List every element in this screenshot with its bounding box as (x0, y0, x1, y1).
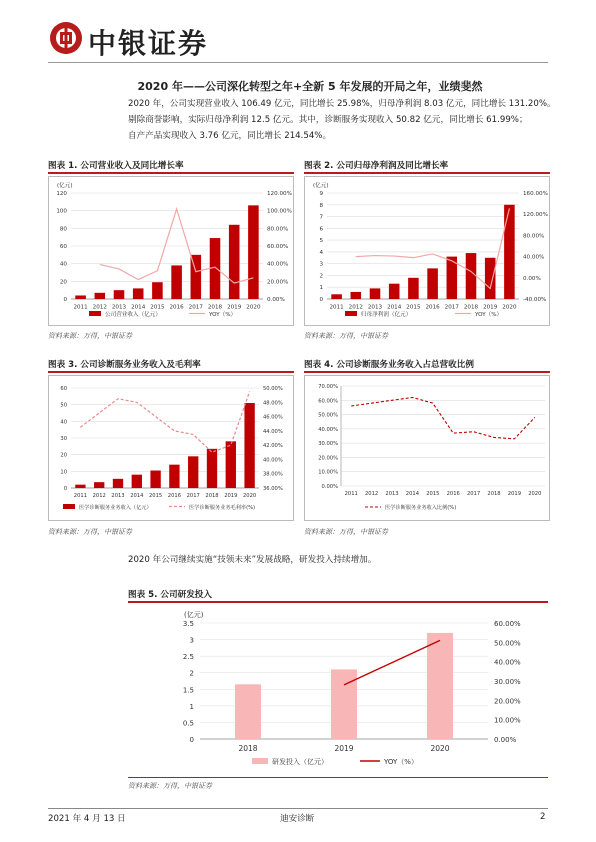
bar (114, 290, 125, 299)
figure-4-frame (304, 375, 550, 521)
y-left-tick-label: 5 (319, 238, 323, 245)
x-tick-label: 2020 (246, 304, 261, 311)
chart-net-profit (305, 177, 549, 325)
bar (331, 669, 357, 739)
y-left-tick-label: 1 (189, 702, 194, 711)
y-right-tick-label: 40.00% (494, 658, 521, 667)
x-tick-label: 2013 (385, 491, 399, 497)
legend-label: 医学诊断服务业务毛利率(%) (189, 505, 256, 511)
paragraph-1 (128, 96, 558, 144)
x-tick-label: 2020 (430, 744, 450, 753)
legend-label: 公司营业收入（亿元） (105, 312, 161, 318)
y-right-tick-label: 20.00% (494, 697, 521, 706)
y-right-tick-label: 10.00% (494, 716, 521, 725)
x-tick-label: 2018 (207, 304, 223, 311)
x-tick-label: 2018 (238, 744, 258, 753)
y-left-tick-label: 7 (319, 214, 323, 221)
bar (235, 684, 261, 739)
y-tick-label: 20.00% (318, 455, 338, 462)
y-left-tick-label: 3.5 (182, 620, 194, 628)
y-right-tick-label: 50.00% (263, 386, 283, 392)
y-left-tick-label: 0 (63, 297, 67, 303)
y-left-tick-label: 50 (60, 402, 67, 409)
legend-label: 医学诊断服务业务收入（亿元） (79, 505, 152, 511)
figure-4-rule (304, 371, 550, 373)
x-tick-label: 2012 (364, 491, 379, 497)
figure-3-source: 资料来源：万得，中银证券 (48, 528, 132, 536)
y-right-tick-label: 46.00% (263, 414, 283, 421)
figure-2-source: 资料来源：万得，中银证券 (304, 332, 388, 340)
bar (133, 288, 144, 299)
unit-label: (亿元) (184, 611, 204, 619)
y-right-tick-label: 20.00% (267, 279, 289, 286)
y-left-tick-label: 0 (189, 736, 194, 744)
y-right-tick-label: 120.00% (523, 212, 548, 219)
section-heading: 2020 年——公司深化转型之年+全新 5 年发展的开局之年，业绩斐然 (137, 80, 483, 93)
unit-label: (亿元) (313, 183, 329, 189)
y-left-tick-label: 60 (59, 244, 67, 250)
y-left-tick-label: 4 (319, 249, 323, 256)
y-left-tick-label: 40 (60, 419, 67, 426)
x-tick-label: 2013 (111, 304, 127, 311)
y-right-tick-label: 40.00% (267, 261, 289, 268)
y-left-tick-label: 8 (319, 202, 323, 209)
bar (248, 205, 259, 299)
y-left-tick-label: 0 (63, 486, 67, 492)
bar (331, 294, 342, 299)
x-tick-label: 2018 (463, 304, 479, 311)
figure-4-source: 资料来源：万得，中银证券 (304, 528, 388, 536)
chart-revenue (49, 177, 293, 325)
y-right-tick-label: 60.00% (267, 244, 289, 250)
series-line (351, 397, 535, 438)
figure-3-rule (48, 371, 294, 373)
y-tick-label: 30.00% (318, 441, 338, 448)
legend-label: YOY（%） (384, 758, 418, 766)
bar (229, 225, 240, 299)
x-tick-label: 2014 (131, 304, 146, 311)
legend-label: YOY（%） (209, 312, 237, 318)
x-tick-label: 2014 (387, 304, 402, 311)
x-tick-label: 2011 (344, 491, 358, 497)
legend-label: 医学诊断服务业务收入比例(%) (385, 505, 457, 511)
y-right-tick-label: 40.00% (263, 457, 283, 464)
y-right-tick-label: -40.00% (523, 297, 547, 303)
bar (485, 258, 496, 299)
bar (152, 282, 163, 299)
x-tick-label: 2014 (130, 493, 144, 500)
chart-service-share (305, 376, 549, 520)
y-left-tick-label: 20 (60, 452, 67, 459)
bar (169, 465, 179, 488)
y-left-tick-label: 2.5 (182, 653, 194, 662)
chart-rd-investment (128, 605, 548, 775)
figure-2-rule (304, 172, 550, 174)
x-tick-label: 2019 (334, 744, 354, 753)
page-number: 2 (540, 812, 546, 822)
x-tick-label: 2012 (92, 304, 107, 311)
paragraph-line: 2020 年，公司实现营业收入 106.49 亿元，同比增长 25.98%，归母净利润 8.03 亿元，同比增长 131.20%。 (128, 99, 556, 109)
y-left-tick-label: 80 (59, 226, 67, 233)
y-tick-label: 50.00% (318, 412, 338, 419)
figure-1-frame (48, 176, 294, 326)
x-tick-label: 2019 (224, 493, 238, 500)
x-tick-label: 2011 (329, 304, 344, 311)
x-tick-label: 2012 (348, 304, 363, 311)
y-left-tick-label: 6 (319, 226, 323, 233)
bar (427, 268, 438, 299)
y-right-tick-label: 100.00% (267, 208, 292, 215)
x-tick-label: 2015 (426, 491, 440, 497)
x-tick-label: 2019 (507, 491, 522, 497)
series-line (344, 640, 440, 684)
bar (351, 292, 362, 299)
x-tick-label: 2019 (483, 304, 498, 311)
bar (408, 278, 419, 299)
y-left-tick-label: 2 (319, 273, 323, 280)
x-tick-label: 2018 (205, 493, 219, 500)
bar (132, 475, 142, 488)
x-tick-label: 2016 (446, 491, 460, 497)
y-left-tick-label: 30 (60, 436, 67, 442)
paragraph-line: 自产产品实现收入 3.76 亿元，同比增长 214.54%。 (128, 131, 332, 141)
y-tick-label: 40.00% (318, 426, 338, 433)
y-left-tick-label: 10 (60, 469, 67, 476)
figure-2-frame (304, 176, 550, 326)
y-right-tick-label: 30.00% (494, 678, 521, 686)
x-tick-label: 2020 (242, 493, 257, 500)
y-left-tick-label: 1 (319, 285, 323, 292)
y-tick-label: 10.00% (318, 469, 338, 476)
y-right-tick-label: 160.00% (523, 191, 548, 197)
legend-label: YOY（%） (475, 312, 503, 318)
figure-4-title: 图表 4. 公司诊断服务业务收入占总营收比例 (304, 360, 474, 370)
footer-divider (48, 808, 548, 809)
y-tick-label: 60.00% (318, 398, 338, 405)
figure-5-frame (128, 605, 548, 775)
series-line (80, 392, 249, 453)
figure-1-rule (48, 172, 294, 174)
bar (370, 288, 381, 299)
x-tick-label: 2013 (367, 304, 383, 311)
y-right-tick-label: 0.00% (523, 275, 541, 282)
bar (94, 482, 104, 488)
y-right-tick-label: 48.00% (263, 400, 283, 407)
y-left-tick-label: 0.5 (182, 719, 194, 728)
bar (466, 253, 477, 299)
unit-label: (亿元) (57, 183, 73, 189)
x-tick-label: 2016 (425, 304, 440, 311)
bar (207, 449, 217, 488)
y-right-tick-label: 42.00% (263, 443, 283, 450)
y-left-tick-label: 2 (189, 669, 194, 678)
x-tick-label: 2020 (528, 491, 542, 497)
bar (75, 295, 86, 299)
figure-5-bottom-rule (128, 777, 548, 778)
company-name: 中银证券 (88, 27, 209, 60)
y-left-tick-label: 3 (189, 636, 194, 645)
y-left-tick-label: 1.5 (182, 686, 194, 695)
y-left-tick-label: 3 (319, 261, 323, 268)
y-right-tick-label: 60.00% (494, 620, 521, 628)
y-right-tick-label: 44.00% (263, 428, 283, 435)
figure-2-title: 图表 2. 公司归母净利润及同比增长率 (304, 161, 449, 171)
x-tick-label: 2017 (466, 491, 481, 497)
y-right-tick-label: 50.00% (494, 639, 521, 648)
bank-logo-icon (48, 20, 84, 56)
y-tick-label: 0.00% (321, 484, 338, 490)
y-right-tick-label: 0.00% (267, 297, 285, 303)
y-right-tick-label: 120.00% (267, 191, 292, 197)
y-left-tick-label: 9 (319, 191, 323, 197)
y-left-tick-label: 60 (60, 386, 67, 392)
figure-3-title: 图表 3. 公司诊断服务业务收入及毛利率 (48, 360, 201, 370)
x-tick-label: 2015 (406, 304, 421, 311)
x-tick-label: 2015 (150, 304, 165, 311)
bar (75, 485, 85, 488)
paragraph-line: 剔除商誉影响，实际归母净利润 12.5 亿元。其中，诊断服务实现收入 50.82 亿元，同比增长 61.99%； (128, 115, 528, 125)
legend-swatch-bar (345, 311, 357, 316)
x-tick-label: 2017 (186, 493, 200, 500)
x-tick-label: 2012 (92, 493, 106, 500)
legend-swatch-bar (63, 504, 75, 509)
x-tick-label: 2020 (502, 304, 517, 311)
figure-3-frame (48, 375, 294, 521)
legend-label: 研发投入（亿元） (272, 758, 328, 766)
bar (150, 471, 160, 489)
bar (113, 479, 123, 488)
chart-diagnostic-service (49, 376, 293, 520)
x-tick-label: 2017 (188, 304, 203, 311)
x-tick-label: 2014 (405, 491, 420, 497)
footer-company: 迪安诊断 (280, 814, 315, 824)
bar (389, 284, 400, 299)
y-right-tick-label: 38.00% (263, 471, 283, 478)
x-tick-label: 2016 (169, 304, 184, 311)
y-right-tick-label: 36.00% (263, 486, 283, 492)
bar (427, 633, 453, 739)
figure-5-rule (128, 601, 548, 603)
legend-label: 归母净利润（亿元） (361, 312, 412, 318)
header-divider (48, 62, 548, 63)
x-tick-label: 2013 (111, 493, 125, 500)
x-tick-label: 2018 (487, 491, 501, 497)
y-right-tick-label: 80.00% (523, 233, 545, 240)
bar (244, 403, 254, 488)
x-tick-label: 2019 (227, 304, 242, 311)
y-left-tick-label: 40 (59, 261, 67, 268)
y-right-tick-label: 0.00% (494, 736, 517, 744)
x-tick-label: 2011 (73, 493, 88, 500)
figure-1-title: 图表 1. 公司营业收入及同比增长率 (48, 161, 184, 171)
bar (504, 205, 515, 299)
figure-5-source: 资料来源：万得，中银证券 (128, 782, 212, 790)
x-tick-label: 2011 (73, 304, 88, 311)
y-left-tick-label: 100 (56, 208, 67, 215)
x-tick-label: 2015 (148, 493, 163, 500)
paragraph-2: 2020 年公司继续实施“技领未来”发展战略，研发投入持续增加。 (128, 555, 377, 565)
y-tick-label: 70.00% (318, 384, 338, 390)
y-right-tick-label: 40.00% (523, 254, 545, 261)
y-left-tick-label: 20 (59, 279, 67, 286)
figure-5-title: 图表 5. 公司研发投入 (128, 590, 212, 600)
bar (188, 456, 198, 488)
x-tick-label: 2016 (167, 493, 182, 500)
legend-swatch-bar (252, 758, 268, 764)
bar (171, 265, 182, 299)
legend-swatch-bar (89, 311, 101, 316)
x-tick-label: 2017 (444, 304, 459, 311)
bar (95, 293, 106, 299)
figure-1-source: 资料来源：万得，中银证券 (48, 332, 132, 340)
y-left-tick-label: 120 (56, 191, 67, 197)
bar (226, 441, 236, 488)
footer-date: 2021 年 4 月 13 日 (48, 814, 126, 824)
y-right-tick-label: 80.00% (267, 226, 289, 233)
y-left-tick-label: 0 (319, 297, 323, 303)
